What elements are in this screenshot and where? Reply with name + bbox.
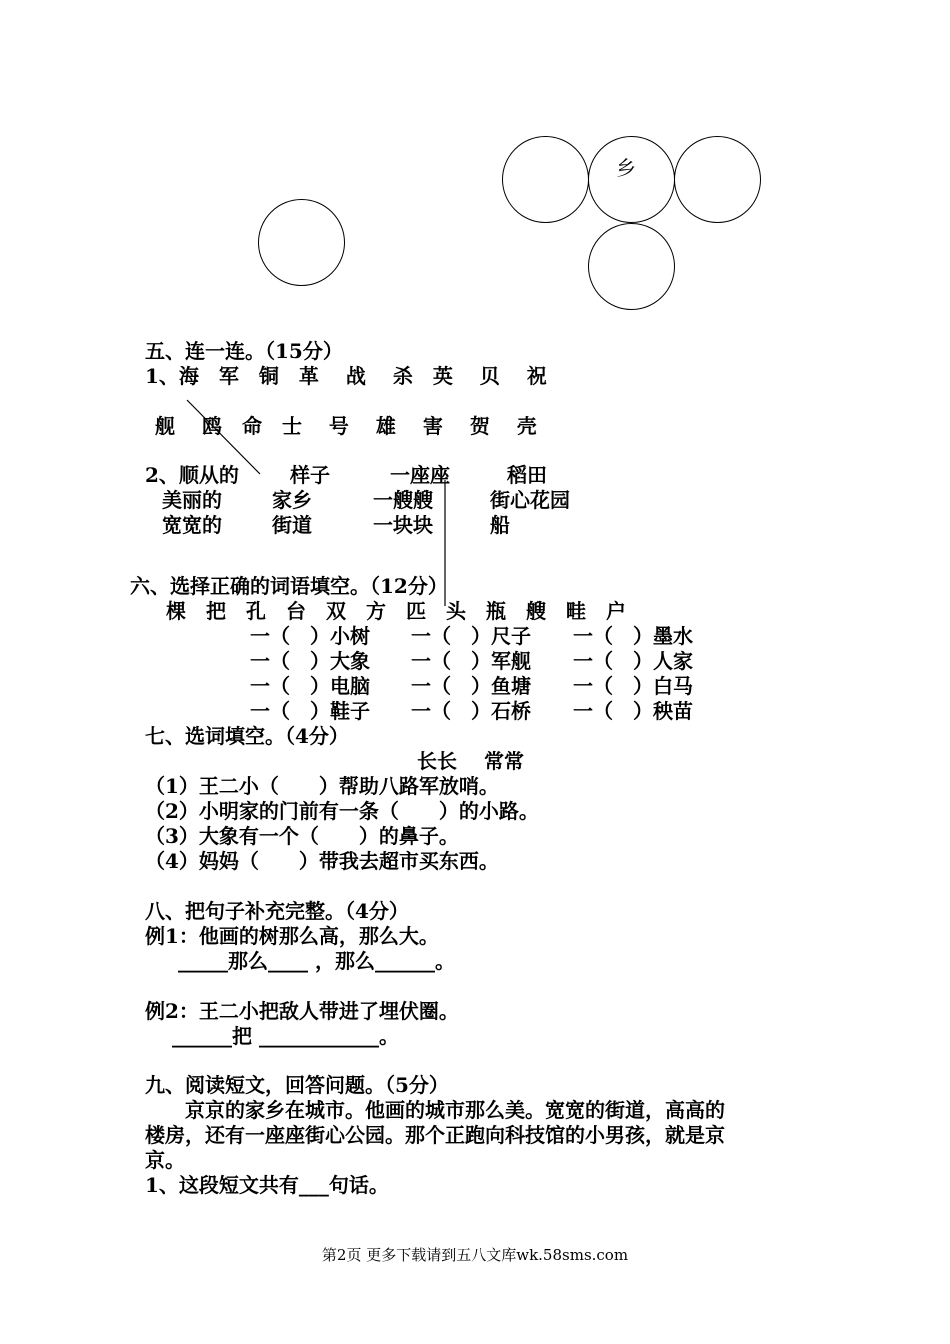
section6-r4c3: 一（ ）秧苗: [573, 699, 693, 723]
section6-r1c1: 一（ ）小树: [250, 624, 370, 648]
section6-r1c3: 一（ ）墨水: [573, 624, 693, 648]
section6-r3c2: 一（ ）鱼塘: [411, 674, 531, 698]
section6-r2c3: 一（ ）人家: [573, 649, 693, 673]
section8-example1: 例1：他画的树那么高，那么大。: [145, 924, 439, 948]
section5-row1: 1、海 军 铜 革 战 杀 英 贝 祝: [145, 364, 547, 388]
section7-title: 七、选词填空。（4分）: [145, 724, 349, 748]
section7-item3: （3）大象有一个（ ）的鼻子。: [145, 824, 459, 848]
section5-row3d: 稻田: [507, 463, 547, 487]
section6-title: 六、选择正确的词语填空。（12分）: [130, 574, 448, 598]
section5-row3c: 一座座: [390, 463, 450, 487]
section5-row2: 舰 鸥 命 士 号 雄 害 贺 壳: [155, 414, 537, 438]
section5-row4b: 家乡: [272, 488, 312, 512]
section5-row4a: 美丽的: [162, 488, 222, 512]
section9-title: 九、阅读短文，回答问题。（5分）: [145, 1073, 449, 1097]
section7-choices: 长长 常常: [417, 749, 524, 773]
section6-r3c1: 一（ ）电脑: [250, 674, 370, 698]
section5-row3a: 2、顺从的: [145, 463, 239, 487]
section8-example2: 例2：王二小把敌人带进了埋伏圈。: [145, 999, 459, 1023]
section5-row5b: 街道: [272, 513, 312, 537]
section7-item4: （4）妈妈（ ）带我去超市买东西。: [145, 849, 499, 873]
section9-para-line1: 京京的家乡在城市。他画的城市那么美。宽宽的街道，高高的: [145, 1098, 725, 1122]
section5-title: 五、连一连。（15分）: [145, 339, 343, 363]
section5-row5a: 宽宽的: [162, 513, 222, 537]
section6-r2c2: 一（ ）军舰: [411, 649, 531, 673]
section5-row3b: 样子: [290, 463, 330, 487]
section7-item2: （2）小明家的门前有一条（ ）的小路。: [145, 799, 539, 823]
section5-row5c: 一块块: [373, 513, 433, 537]
section6-r3c3: 一（ ）白马: [573, 674, 693, 698]
section5-row5d: 船: [490, 513, 510, 537]
section8-example2-fill: ______把 ____________。: [172, 1024, 399, 1048]
section5-row4c: 一艘艘: [373, 488, 433, 512]
section6-r4c1: 一（ ）鞋子: [250, 699, 370, 723]
section6-r1c2: 一（ ）尺子: [411, 624, 531, 648]
circle-center-char: 乡: [616, 156, 636, 180]
section8-example1-fill: _____那么____ ，那么______。: [178, 949, 455, 973]
page-footer: 第2页 更多下载请到五八文库wk.58sms.com: [321, 1246, 629, 1264]
section5-row4d: 街心花园: [490, 488, 570, 512]
section6-r2c1: 一（ ）大象: [250, 649, 370, 673]
section9-para-line2: 楼房，还有一座座街心公园。那个正跑向科技馆的小男孩，就是京: [145, 1123, 725, 1147]
section6-r4c2: 一（ ）石桥: [411, 699, 531, 723]
section6-words: 棵 把 孔 台 双 方 匹 头 瓶 艘 畦 户: [166, 599, 626, 623]
section9-para-line3: 京。: [145, 1148, 185, 1172]
section9-question1: 1、这段短文共有___句话。: [145, 1173, 389, 1197]
section7-item1: （1）王二小（ ）帮助八路军放哨。: [145, 774, 499, 798]
section8-title: 八、把句子补充完整。（4分）: [145, 899, 409, 923]
